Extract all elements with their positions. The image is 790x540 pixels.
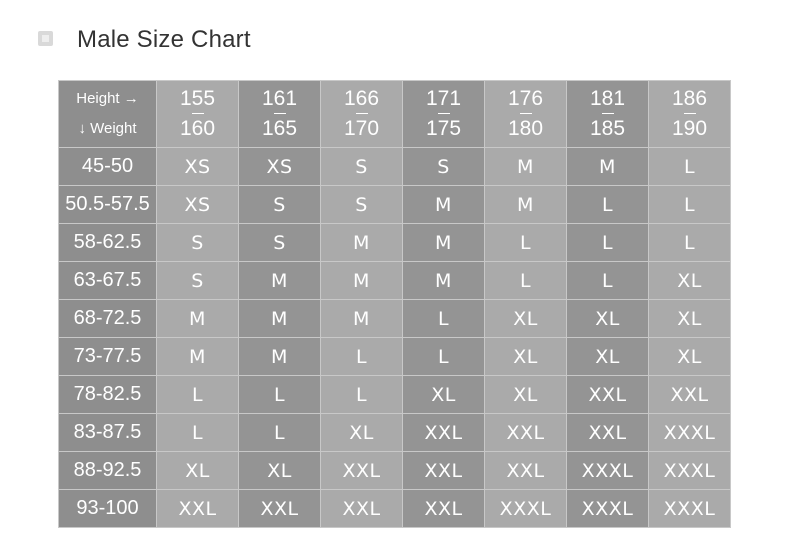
page-title: Male Size Chart xyxy=(77,26,251,53)
size-cell: L xyxy=(649,186,731,224)
size-cell: M xyxy=(403,186,485,224)
size-cell: L xyxy=(321,376,403,414)
size-cell: XL xyxy=(239,452,321,490)
height-column-header xyxy=(649,81,731,148)
height-column-header xyxy=(157,81,239,148)
weight-axis-label: ↓ Weight xyxy=(78,120,137,137)
header-row xyxy=(59,81,731,148)
height-column-header xyxy=(485,81,567,148)
size-cell: M xyxy=(567,148,649,186)
size-cell: M xyxy=(239,300,321,338)
size-cell: XXL xyxy=(567,376,649,414)
height-column-header xyxy=(567,81,649,148)
height-max: 170 xyxy=(343,117,380,140)
size-cell: XXXL xyxy=(649,490,731,528)
height-axis-label: Height → xyxy=(76,90,139,107)
chart-header xyxy=(38,22,251,58)
size-cell: S xyxy=(321,148,403,186)
weight-range-cell: 68-72.5 xyxy=(59,300,157,338)
size-cell: XXL xyxy=(403,490,485,528)
size-cell: S xyxy=(157,262,239,300)
weight-range-cell: 50.5-57.5 xyxy=(59,186,157,224)
size-cell: L xyxy=(485,224,567,262)
height-max: 185 xyxy=(589,117,626,140)
size-cell: M xyxy=(157,338,239,376)
size-cell: L xyxy=(321,338,403,376)
table-row xyxy=(59,338,731,376)
table-row xyxy=(59,414,731,452)
size-cell: XXL xyxy=(321,452,403,490)
size-cell: M xyxy=(403,224,485,262)
size-cell: S xyxy=(321,186,403,224)
weight-range-cell: 83-87.5 xyxy=(59,414,157,452)
size-cell: XL xyxy=(567,300,649,338)
height-max: 160 xyxy=(179,117,216,140)
size-cell: M xyxy=(321,262,403,300)
weight-range-cell: 63-67.5 xyxy=(59,262,157,300)
size-cell: L xyxy=(485,262,567,300)
weight-range-cell: 58-62.5 xyxy=(59,224,157,262)
size-cell: XXL xyxy=(649,376,731,414)
height-max: 190 xyxy=(671,117,708,140)
table-row xyxy=(59,452,731,490)
weight-range-cell: 93-100 xyxy=(59,490,157,528)
size-cell: M xyxy=(403,262,485,300)
weight-range-cell: 88-92.5 xyxy=(59,452,157,490)
size-cell: XL xyxy=(157,452,239,490)
size-cell: L xyxy=(649,224,731,262)
size-cell: XS xyxy=(157,148,239,186)
height-max: 180 xyxy=(507,117,544,140)
table-row xyxy=(59,490,731,528)
size-cell: XL xyxy=(649,300,731,338)
height-min: 155 xyxy=(179,87,216,110)
height-column-header xyxy=(403,81,485,148)
height-min: 171 xyxy=(425,87,462,110)
size-cell: XL xyxy=(649,262,731,300)
size-cell: S xyxy=(239,186,321,224)
size-cell: L xyxy=(403,300,485,338)
size-cell: XXL xyxy=(321,490,403,528)
size-cell: L xyxy=(567,186,649,224)
size-cell: XXL xyxy=(567,414,649,452)
size-cell: S xyxy=(239,224,321,262)
size-cell: M xyxy=(157,300,239,338)
size-cell: XXXL xyxy=(649,452,731,490)
size-cell: M xyxy=(239,338,321,376)
table-row xyxy=(59,224,731,262)
size-cell: M xyxy=(321,300,403,338)
table-row xyxy=(59,262,731,300)
corner-cell xyxy=(59,81,157,148)
height-min: 166 xyxy=(343,87,380,110)
size-cell: XL xyxy=(321,414,403,452)
size-cell: XXXL xyxy=(567,490,649,528)
size-chart-table xyxy=(58,80,731,528)
size-cell: S xyxy=(157,224,239,262)
size-cell: XXXL xyxy=(567,452,649,490)
size-cell: L xyxy=(157,414,239,452)
size-cell: XXL xyxy=(403,414,485,452)
size-cell: XL xyxy=(649,338,731,376)
weight-range-cell: 45-50 xyxy=(59,148,157,186)
size-cell: XL xyxy=(403,376,485,414)
height-max: 175 xyxy=(425,117,462,140)
size-cell: XXL xyxy=(157,490,239,528)
height-min: 186 xyxy=(671,87,708,110)
height-min: 176 xyxy=(507,87,544,110)
height-max: 165 xyxy=(261,117,298,140)
size-cell: L xyxy=(403,338,485,376)
size-cell: XL xyxy=(485,338,567,376)
table-row xyxy=(59,300,731,338)
size-cell: XL xyxy=(485,376,567,414)
size-cell: XS xyxy=(157,186,239,224)
size-cell: XL xyxy=(485,300,567,338)
weight-range-cell: 78-82.5 xyxy=(59,376,157,414)
size-cell: XXL xyxy=(403,452,485,490)
size-cell: XXL xyxy=(485,414,567,452)
table-row xyxy=(59,148,731,186)
size-cell: XS xyxy=(239,148,321,186)
size-cell: L xyxy=(239,414,321,452)
size-cell: XXL xyxy=(485,452,567,490)
weight-range-cell: 73-77.5 xyxy=(59,338,157,376)
height-column-header xyxy=(239,81,321,148)
height-min: 181 xyxy=(589,87,626,110)
size-cell: M xyxy=(485,186,567,224)
size-cell: L xyxy=(239,376,321,414)
size-cell: L xyxy=(157,376,239,414)
size-cell: XXL xyxy=(239,490,321,528)
square-bullet-icon xyxy=(38,31,53,46)
table-row xyxy=(59,376,731,414)
size-cell: M xyxy=(321,224,403,262)
size-cell: XXXL xyxy=(485,490,567,528)
size-cell: M xyxy=(239,262,321,300)
height-min: 161 xyxy=(261,87,298,110)
size-cell: L xyxy=(649,148,731,186)
size-cell: L xyxy=(567,224,649,262)
table-row xyxy=(59,186,731,224)
height-column-header xyxy=(321,81,403,148)
size-cell: L xyxy=(567,262,649,300)
size-cell: XL xyxy=(567,338,649,376)
size-cell: XXXL xyxy=(649,414,731,452)
size-cell: S xyxy=(403,148,485,186)
size-cell: M xyxy=(485,148,567,186)
